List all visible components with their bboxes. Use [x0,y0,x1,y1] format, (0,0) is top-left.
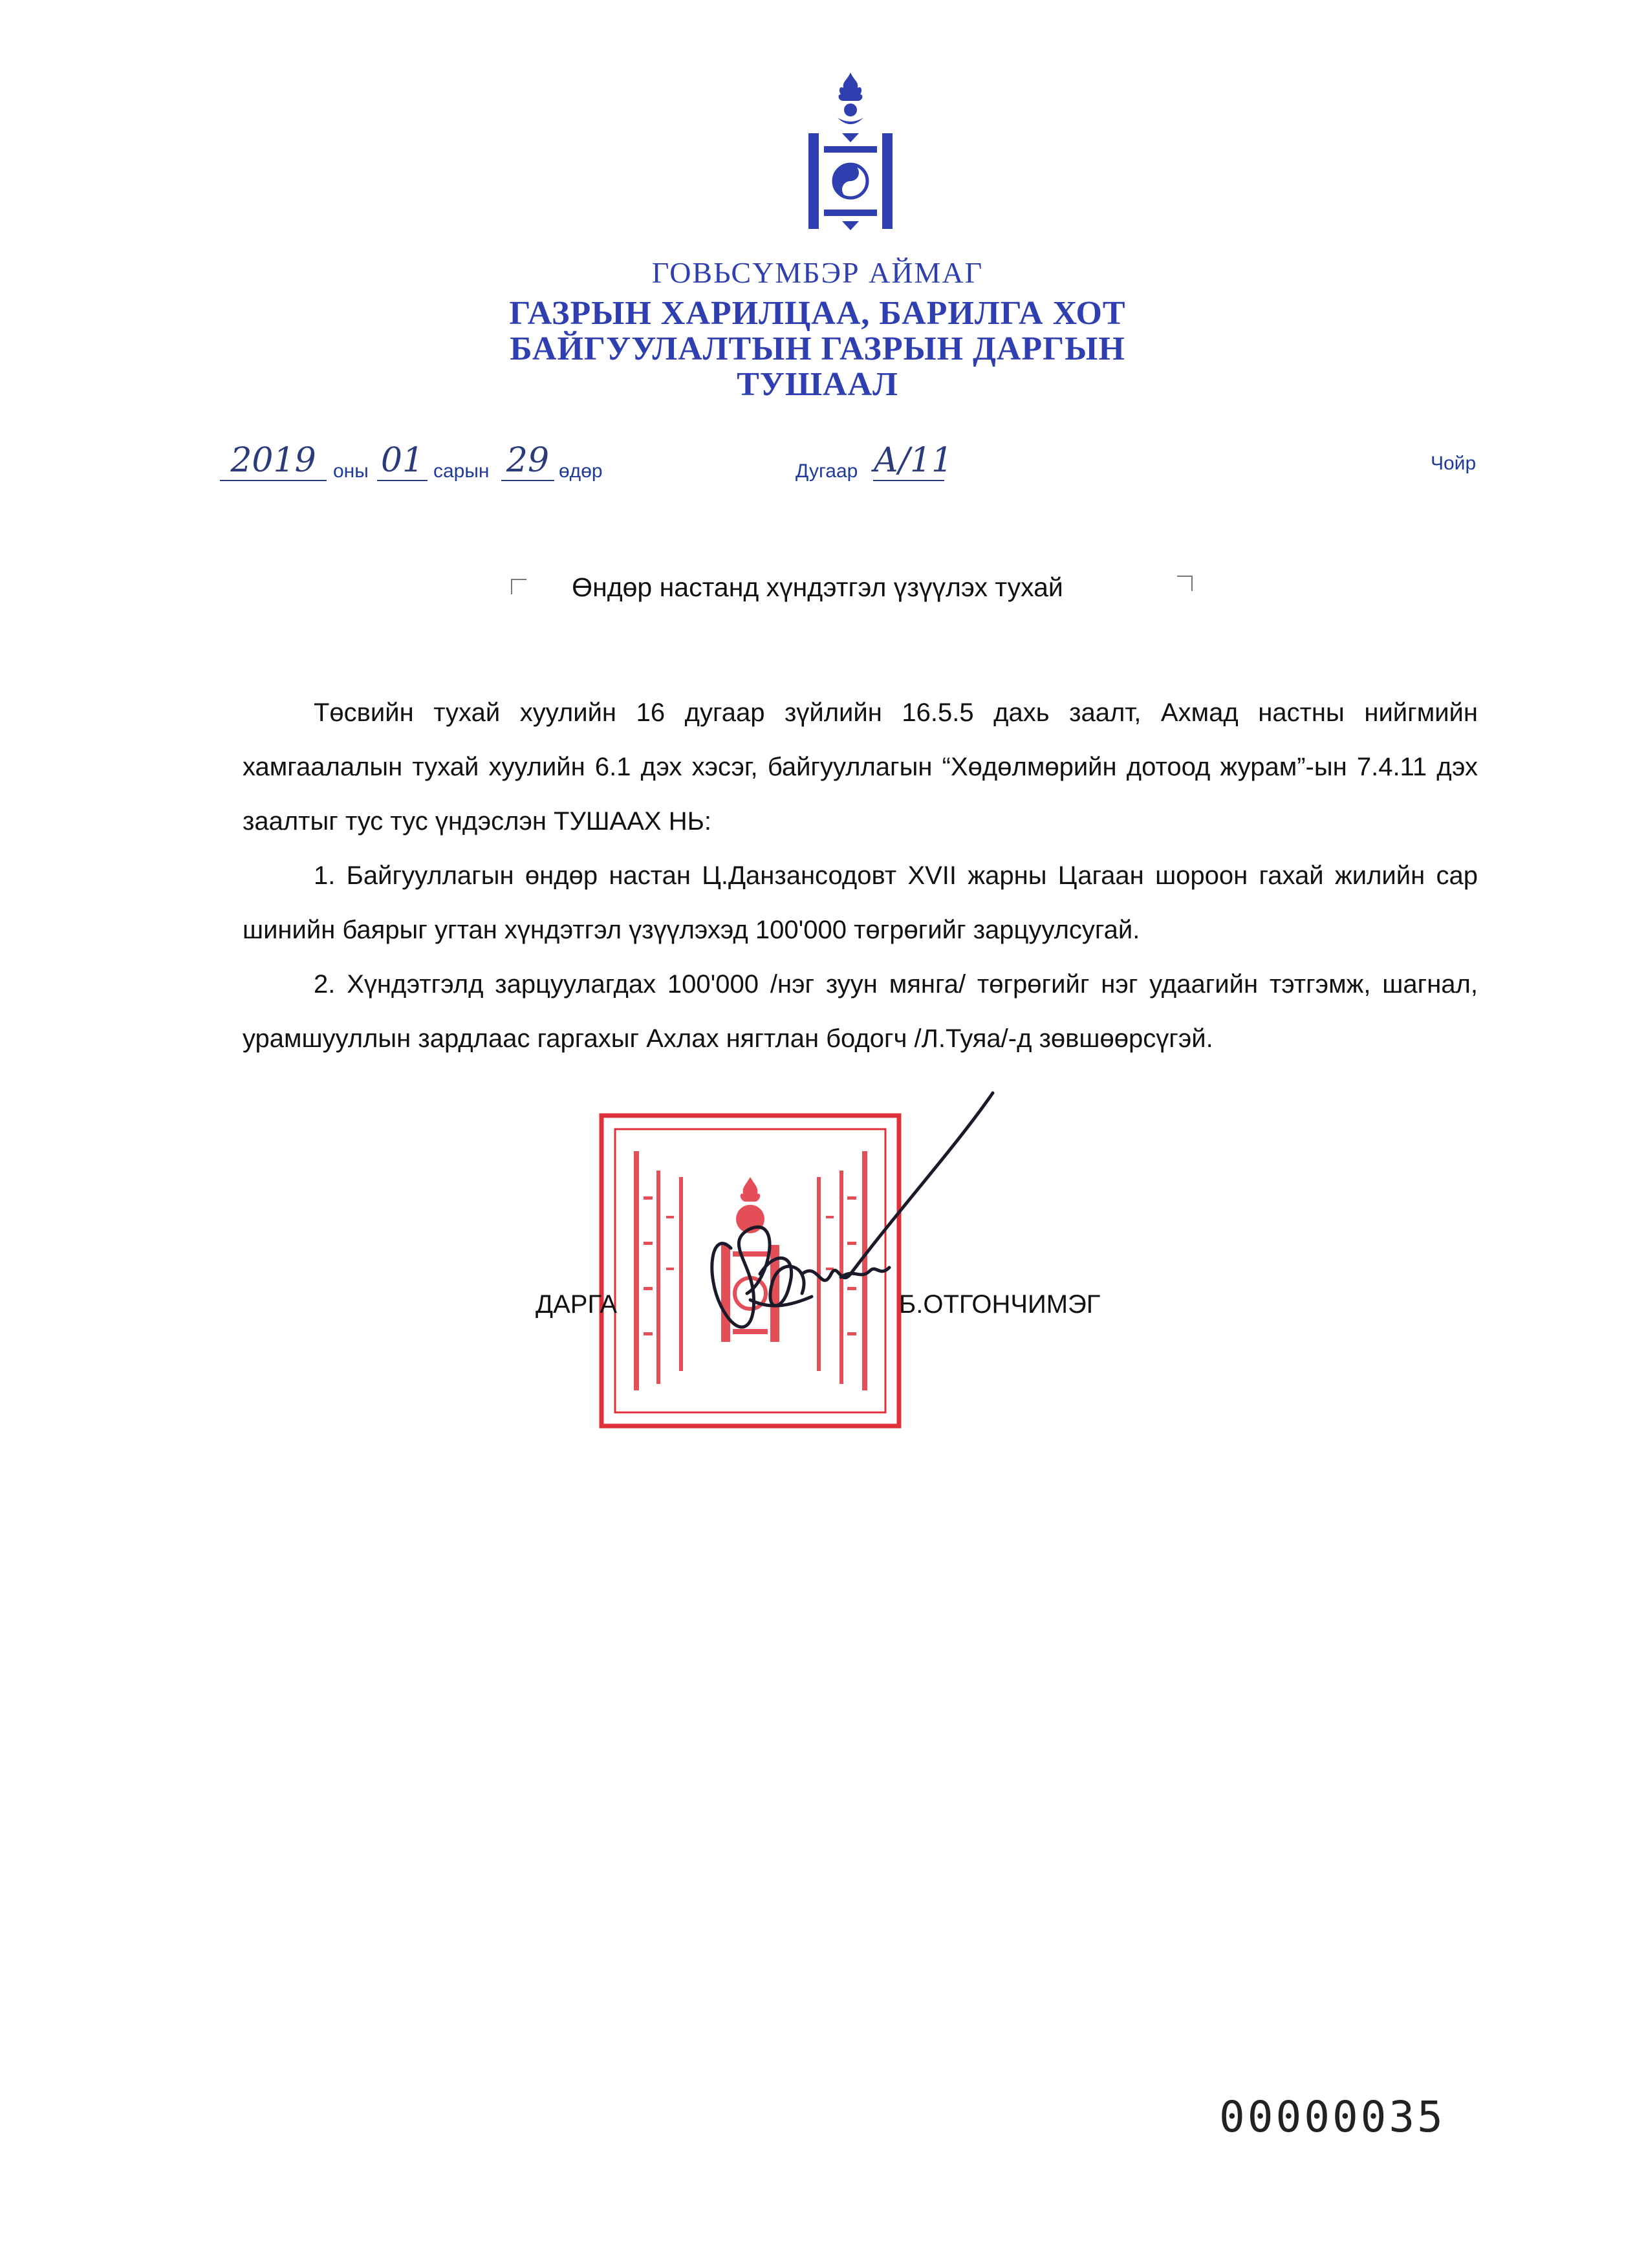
header-province: ГОВЬСҮМБЭР АЙМАГ [651,256,984,289]
date-year: 2019 [220,441,327,481]
header-org-line2: БАЙГУУЛАЛТЫН ГАЗРЫН ДАРГЫН [510,330,1125,367]
header-org-line1: ГАЗРЫН ХАРИЛЦАА, БАРИЛГА ХОТ [509,295,1126,332]
header-doc-type: ТУШААЛ [737,366,898,403]
order-item-2: 2. Хүндэтгэлд зарцуулагдах 100'000 /нэг зуун мянга/ төгрөгийг нэг удаагийн тэтгэмж, шагнал, урамшууллын зардлаас гаргахыг Ахлах нягтлан бодогч /Л.Туяа/-д зөвшөөрсүгэй. [243,970,1478,1053]
intro-paragraph: Төсвийн тухай хуулийн 16 дугаар зүйлийн 16.5.5 дахь заалт, Ахмад настны нийгмийн хамгаалалын тухай хуулийн 6.1 дэх хэсэг, байгууллагын “Хөдөлмөрийн дотоод журам”-ын 7.4.11 дэх заалтыг тус тус үндэслэн ТУШААХ НЬ: [243,698,1478,836]
date-day-label: өдөр [559,460,603,482]
number-label: Дугаар [796,460,858,482]
document-title: Өндөр настанд хүндэтгэл үзүүлэх тухай [572,572,1063,602]
order-number: А/11 [873,441,953,480]
signatory-role: ДАРГА [536,1290,618,1319]
date-month-label: сарын [433,460,490,482]
place-name: Чойр [1431,453,1477,474]
document-serial-number: 00000035 [1219,2092,1446,2142]
state-emblem-icon [802,71,899,239]
signatory-name: Б.ОТГОНЧИМЭГ [899,1290,1101,1319]
handwritten-signature [686,1080,1022,1397]
date-month: 01 [377,441,428,481]
document-body [243,686,1478,1066]
date-day: 29 [501,441,554,481]
order-item-1: 1. Байгууллагын өндөр настан Ц.Данзансодовт XVII жарны Цагаан шороон гахай жилийн сар шинийн баярыг угтан хүндэтгэл үзүүлэхэд 100'000 төгрөгийг зарцуулсугай. [243,861,1478,944]
date-year-label: оны [333,460,369,482]
